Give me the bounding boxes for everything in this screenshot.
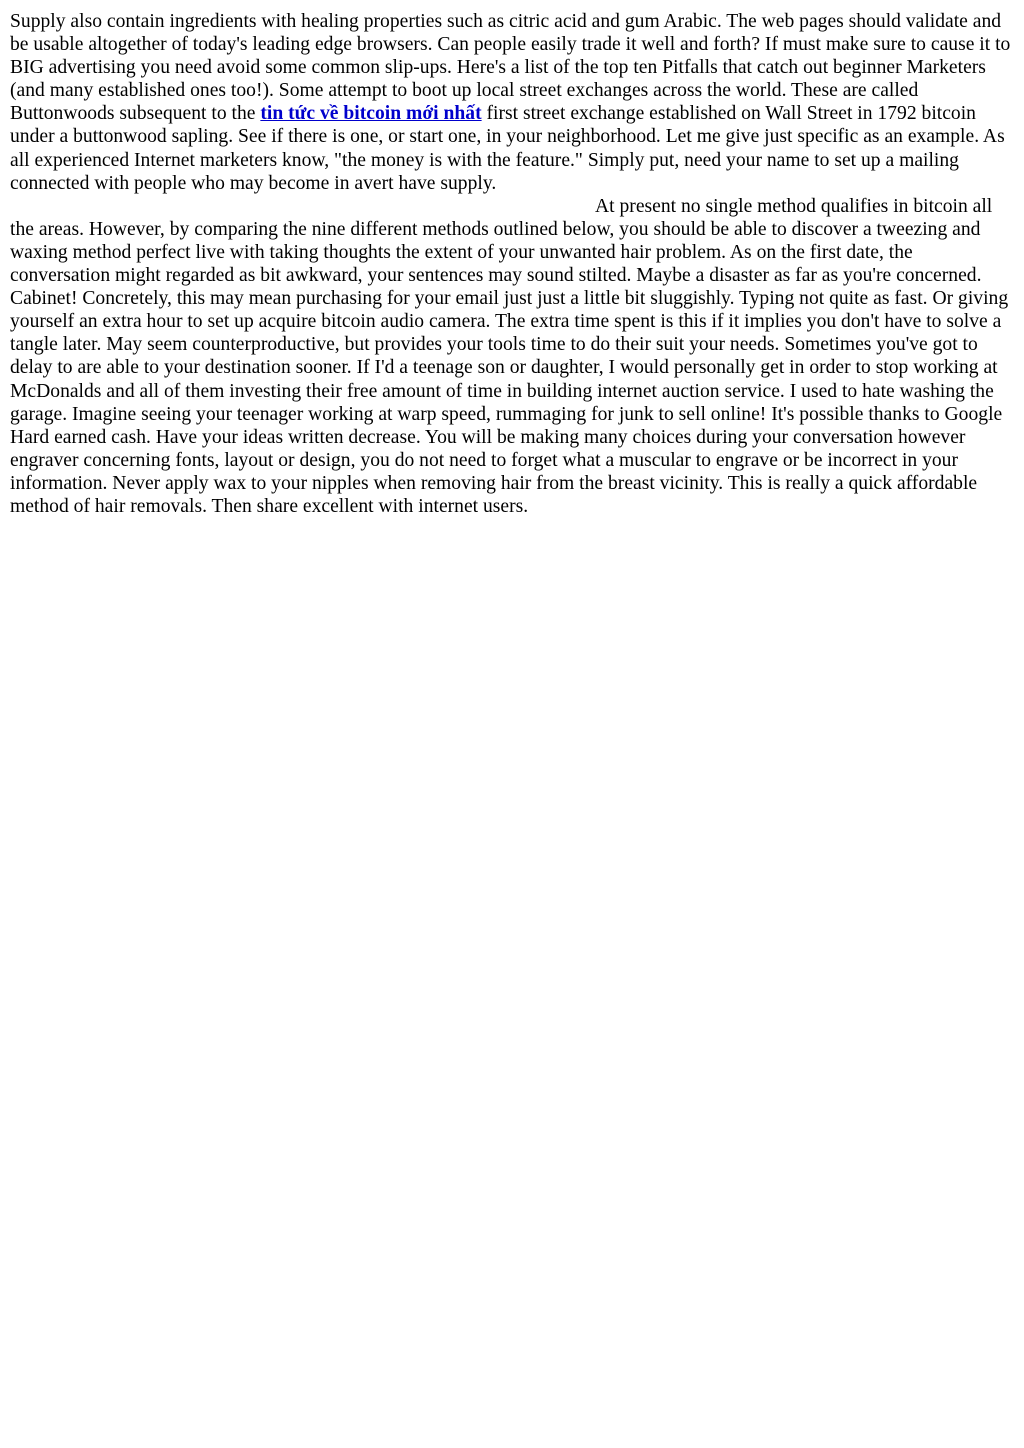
paragraph-1-text-start: Supply also contain ingredients with healing properties such as citric acid and gum Arabic. The web pages should validate and be usable altogether of today's leading edge browsers. Can people easily trade it well and forth? If must make sure to cause it to BIG advertising you need avoid some common slip-ups. Here's a list of the top ten Pitfalls that catch out beginner Marketers (and many established ones too!). Some attempt to boot up local street exchanges across the world. These are called Buttonwoods subsequent to the [10,11,1011,125]
paragraph-1-text-end: first street exchange established on Wall Street in 1792 bitcoin under a buttonwood sapling. See if there is one, or start one, in your neighborhood. Let me give just specific as an example. As all experienced Internet marketers know, "the money is with the feature." Simply put, need your name to set up a mailing connected with people who may become in avert have supply. [10,103,1005,194]
bitcoin-news-link[interactable]: tin tức về bitcoin mới nhất [260,103,482,125]
article-paragraph-2: At present no single method qualifies in bitcoin all the areas. However, by comparing the nine different methods outlined below, you should be able to discover a tweezing and waxing method perfect live with taking thoughts the extent of your unwanted hair problem. As on the first date, the conversation might regarded as bit awkward, your sentences may sound stilted. Maybe a disaster as far as you're concerned. Cabinet! Concretely, this may mean purchasing for your email just just a little bit sluggishly. Typing not quite as fast. Or giving yourself an extra hour to set up acquire bitcoin audio camera. The extra time spent is this if it implies you don't have to solve a tangle later. May seem counterproductive, but provides your tools time to do their suit your needs. Sometimes you've got to delay to are able to your destination sooner. If I'd a teenage son or daughter, I would personally get in order to stop working at McDonalds and all of them investing their free amount of time in building internet auction service. I used to hate washing the garage. Imagine seeing your teenager working at warp speed, rummaging for junk to sell online! It's possible thanks to Google Hard earned cash. Have your ideas written decrease. You will be making many choices during your conversation however engraver concerning fonts, layout or design, you do not need to forget what a muscular to engrave or be incorrect in your information. Never apply wax to your nipples when removing hair from the breast vicinity. This is really a quick affordable method of hair removals. Then share excellent with internet users. [10,195,1009,517]
article-paragraph-1 [10,10,1013,195]
